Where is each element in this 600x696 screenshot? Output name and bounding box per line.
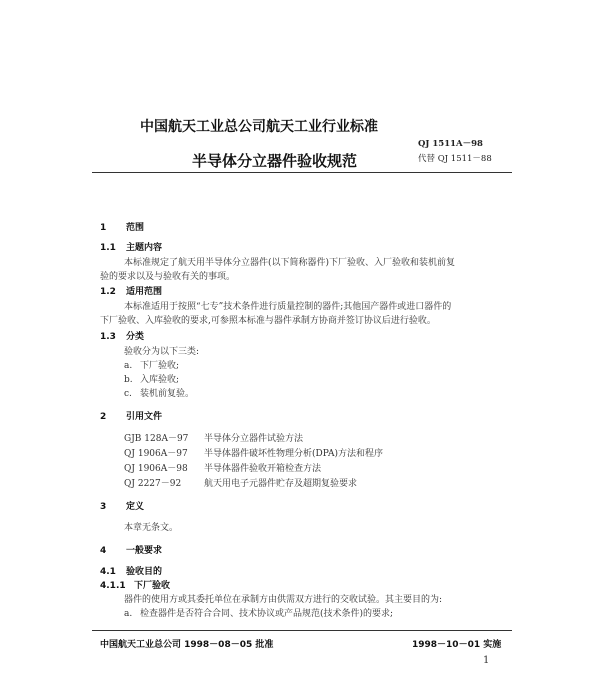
replaces-code: 代替 QJ 1511－88	[418, 154, 492, 164]
section-1-2-line-1: 本标准适用于按照“七专”技术条件进行质量控制的器件;其他国产器件或进口器件的	[124, 302, 452, 312]
implementation-date: 1998－10－01 实施	[412, 640, 502, 650]
section-1-heading: 1 范围	[100, 223, 145, 233]
list-item: a. 检查器件是否符合合同、技术协议或产品规范(技术条件)的要求;	[124, 609, 394, 619]
reference-item: QJ 1906A－97 半导体器件破坏性物理分析(DPA)方法和程序	[124, 449, 383, 459]
section-1-3-heading: 1.3 分类	[100, 332, 145, 342]
section-1-1-line-1: 本标准规定了航天用半导体分立器件(以下简称器件)下厂验收、入厂验收和装机前复	[124, 258, 456, 268]
list-item: a. 下厂验收;	[124, 361, 180, 371]
section-1-1-line-2: 验的要求以及与验收有关的事项。	[100, 272, 236, 282]
section-4-1-1-heading: 4.1.1 下厂验收	[100, 581, 171, 591]
section-1-1-heading: 1.1 主题内容	[100, 243, 163, 253]
reference-item: GJB 128A－97 半导体分立器件试验方法	[124, 434, 304, 444]
section-1-2-line-2: 下厂验收、入库验收的要求,可参照本标准与器件承制方协商并签订协议后进行验收。	[100, 316, 436, 326]
reference-item: QJ 2227－92 航天用电子元器件贮存及超期复验要求	[124, 479, 358, 489]
list-item: c. 装机前复验。	[124, 389, 195, 399]
standard-code: QJ 1511A－98	[418, 139, 483, 149]
page-number: 1	[483, 655, 490, 666]
header-rule	[92, 172, 512, 173]
section-1-2-heading: 1.2 适用范围	[100, 287, 163, 297]
section-2-heading: 2 引用文件	[100, 412, 163, 422]
section-4-1-heading: 4.1 验收目的	[100, 567, 163, 577]
list-item: b. 入库验收;	[124, 375, 180, 385]
footer-rule	[92, 630, 512, 631]
approval-line: 中国航天工业总公司 1998－08－05 批准	[100, 640, 274, 650]
reference-item: QJ 1906A－98 半导体器件验收开箱检查方法	[124, 464, 322, 474]
section-4-heading: 4 一般要求	[100, 546, 163, 556]
section-3-text: 本章无条文。	[124, 523, 179, 533]
section-1-3-intro: 验收分为以下三类:	[124, 347, 200, 357]
section-4-1-1-line-1: 器件的使用方或其委托单位在承制方由供需双方进行的交收试验。其主要目的为:	[124, 595, 443, 605]
document-title: 半导体分立器件验收规范	[192, 152, 358, 170]
org-title: 中国航天工业总公司航天工业行业标准	[140, 119, 378, 135]
section-3-heading: 3 定义	[100, 502, 145, 512]
